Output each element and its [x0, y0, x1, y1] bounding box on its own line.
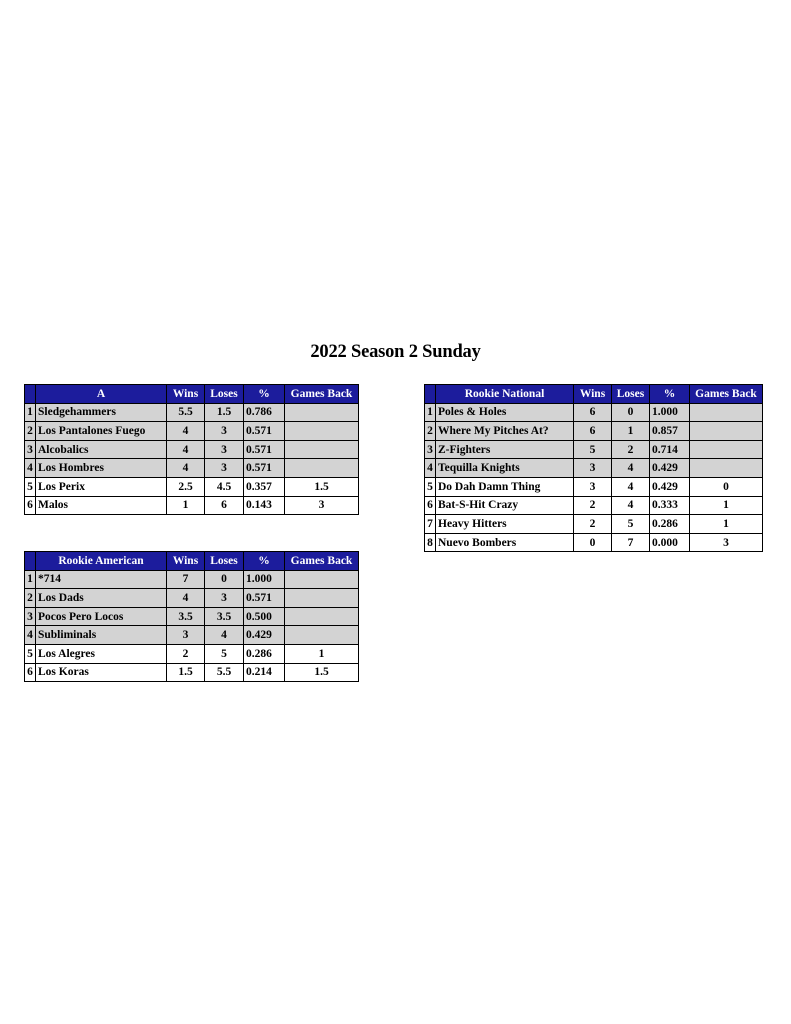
- games-back-cell: [285, 440, 359, 459]
- wins-cell: 3: [574, 459, 612, 478]
- pct-header: %: [650, 385, 690, 404]
- team-name-cell: *714: [36, 570, 167, 589]
- header-corner-cell: [425, 385, 436, 404]
- games-back-header: Games Back: [285, 385, 359, 404]
- rank-cell: 6: [25, 663, 36, 682]
- loses-header: Loses: [205, 385, 244, 404]
- games-back-cell: 3: [285, 496, 359, 515]
- team-name-cell: Pocos Pero Locos: [36, 607, 167, 626]
- wins-cell: 2: [574, 496, 612, 515]
- pct-cell: 0.214: [244, 663, 285, 682]
- table-row: [425, 533, 763, 552]
- rank-cell: 4: [25, 626, 36, 645]
- team-name-cell: Do Dah Damn Thing: [436, 477, 574, 496]
- wins-cell: 3.5: [167, 607, 205, 626]
- loses-cell: 5: [205, 644, 244, 663]
- wins-cell: 6: [574, 422, 612, 441]
- games-back-cell: [285, 570, 359, 589]
- rank-cell: 8: [425, 533, 436, 552]
- table-row: [425, 496, 763, 515]
- header-corner-cell: [25, 552, 36, 571]
- loses-cell: 0: [205, 570, 244, 589]
- pct-cell: 1.000: [244, 570, 285, 589]
- wins-cell: 4: [167, 440, 205, 459]
- games-back-cell: [285, 607, 359, 626]
- rank-cell: 4: [25, 459, 36, 478]
- pct-cell: 0.714: [650, 440, 690, 459]
- pct-cell: 0.143: [244, 496, 285, 515]
- rank-cell: 7: [425, 515, 436, 534]
- loses-header: Loses: [205, 552, 244, 571]
- loses-cell: 4: [612, 459, 650, 478]
- wins-cell: 5.5: [167, 403, 205, 422]
- games-back-cell: [285, 422, 359, 441]
- page-title: 2022 Season 2 Sunday: [310, 342, 481, 362]
- games-back-cell: 1: [690, 496, 763, 515]
- games-back-cell: [690, 422, 763, 441]
- table-row: [25, 626, 359, 645]
- pct-cell: 0.429: [650, 459, 690, 478]
- loses-cell: 7: [612, 533, 650, 552]
- rank-cell: 1: [25, 570, 36, 589]
- header-corner-cell: [25, 385, 36, 404]
- wins-cell: 4: [167, 459, 205, 478]
- loses-cell: 3.5: [205, 607, 244, 626]
- games-back-cell: [690, 459, 763, 478]
- loses-cell: 3: [205, 459, 244, 478]
- table-row: [425, 515, 763, 534]
- team-name-cell: Alcobalics: [36, 440, 167, 459]
- table-row: [425, 477, 763, 496]
- loses-cell: 1.5: [205, 403, 244, 422]
- team-name-cell: Bat-S-Hit Crazy: [436, 496, 574, 515]
- rank-cell: 5: [425, 477, 436, 496]
- rank-cell: 1: [425, 403, 436, 422]
- loses-cell: 3: [205, 440, 244, 459]
- table-row: [25, 496, 359, 515]
- rank-cell: 1: [25, 403, 36, 422]
- standings-table-a: [24, 384, 359, 515]
- wins-cell: 2.5: [167, 477, 205, 496]
- games-back-cell: [690, 403, 763, 422]
- wins-cell: 6: [574, 403, 612, 422]
- table-row: [25, 570, 359, 589]
- wins-cell: 1: [167, 496, 205, 515]
- games-back-cell: 0: [690, 477, 763, 496]
- header-row: [25, 385, 359, 404]
- table-row: [25, 644, 359, 663]
- pct-cell: 0.429: [244, 626, 285, 645]
- standings-table-rookie-national: [424, 384, 763, 552]
- header-row: [25, 552, 359, 571]
- team-name-cell: Sledgehammers: [36, 403, 167, 422]
- pct-header: %: [244, 385, 285, 404]
- rank-cell: 3: [425, 440, 436, 459]
- table-row: [25, 440, 359, 459]
- header-row: [425, 385, 763, 404]
- table-row: [425, 459, 763, 478]
- pct-cell: 0.571: [244, 459, 285, 478]
- pct-cell: 0.357: [244, 477, 285, 496]
- team-name-cell: Los Alegres: [36, 644, 167, 663]
- table-row: [25, 422, 359, 441]
- pct-cell: 0.786: [244, 403, 285, 422]
- rank-cell: 2: [25, 422, 36, 441]
- pct-cell: 0.000: [650, 533, 690, 552]
- wins-cell: 3: [574, 477, 612, 496]
- team-name-cell: Los Koras: [36, 663, 167, 682]
- table-row: [25, 663, 359, 682]
- loses-cell: 0: [612, 403, 650, 422]
- rank-cell: 4: [425, 459, 436, 478]
- loses-cell: 4: [612, 496, 650, 515]
- games-back-cell: [285, 403, 359, 422]
- rank-cell: 2: [25, 589, 36, 608]
- team-name-cell: Malos: [36, 496, 167, 515]
- games-back-cell: 3: [690, 533, 763, 552]
- table-row: [25, 477, 359, 496]
- loses-cell: 3: [205, 422, 244, 441]
- table-row: [25, 403, 359, 422]
- games-back-cell: 1.5: [285, 663, 359, 682]
- table-row: [425, 440, 763, 459]
- rank-cell: 2: [425, 422, 436, 441]
- wins-cell: 5: [574, 440, 612, 459]
- rank-cell: 6: [425, 496, 436, 515]
- loses-cell: 4: [205, 626, 244, 645]
- pct-cell: 0.286: [244, 644, 285, 663]
- games-back-cell: [285, 626, 359, 645]
- wins-cell: 7: [167, 570, 205, 589]
- team-name-cell: Poles & Holes: [436, 403, 574, 422]
- loses-cell: 4.5: [205, 477, 244, 496]
- wins-cell: 4: [167, 589, 205, 608]
- pct-cell: 0.571: [244, 589, 285, 608]
- pct-cell: 0.333: [650, 496, 690, 515]
- wins-cell: 3: [167, 626, 205, 645]
- games-back-cell: 1.5: [285, 477, 359, 496]
- table-row: [425, 403, 763, 422]
- rank-cell: 5: [25, 477, 36, 496]
- wins-cell: 2: [574, 515, 612, 534]
- loses-cell: 5.5: [205, 663, 244, 682]
- loses-cell: 5: [612, 515, 650, 534]
- division-header: Rookie American: [36, 552, 167, 571]
- rank-cell: 3: [25, 440, 36, 459]
- wins-header: Wins: [167, 385, 205, 404]
- team-name-cell: Los Dads: [36, 589, 167, 608]
- team-name-cell: Z-Fighters: [436, 440, 574, 459]
- loses-cell: 1: [612, 422, 650, 441]
- loses-cell: 6: [205, 496, 244, 515]
- table-row: [25, 589, 359, 608]
- wins-cell: 4: [167, 422, 205, 441]
- pct-cell: 0.571: [244, 422, 285, 441]
- wins-header: Wins: [167, 552, 205, 571]
- wins-cell: 2: [167, 644, 205, 663]
- team-name-cell: Heavy Hitters: [436, 515, 574, 534]
- wins-cell: 1.5: [167, 663, 205, 682]
- loses-cell: 4: [612, 477, 650, 496]
- pct-cell: 0.286: [650, 515, 690, 534]
- games-back-cell: 1: [690, 515, 763, 534]
- games-back-header: Games Back: [690, 385, 763, 404]
- rank-cell: 6: [25, 496, 36, 515]
- division-header: A: [36, 385, 167, 404]
- games-back-cell: 1: [285, 644, 359, 663]
- pct-cell: 0.429: [650, 477, 690, 496]
- table-row: [25, 607, 359, 626]
- team-name-cell: Where My Pitches At?: [436, 422, 574, 441]
- pct-header: %: [244, 552, 285, 571]
- team-name-cell: Nuevo Bombers: [436, 533, 574, 552]
- pct-cell: 0.571: [244, 440, 285, 459]
- games-back-cell: [285, 459, 359, 478]
- pct-cell: 0.500: [244, 607, 285, 626]
- pct-cell: 0.857: [650, 422, 690, 441]
- team-name-cell: Los Hombres: [36, 459, 167, 478]
- team-name-cell: Subliminals: [36, 626, 167, 645]
- loses-header: Loses: [612, 385, 650, 404]
- division-header: Rookie National: [436, 385, 574, 404]
- wins-header: Wins: [574, 385, 612, 404]
- team-name-cell: Los Perix: [36, 477, 167, 496]
- team-name-cell: Tequilla Knights: [436, 459, 574, 478]
- games-back-header: Games Back: [285, 552, 359, 571]
- table-row: [425, 422, 763, 441]
- team-name-cell: Los Pantalones Fuego: [36, 422, 167, 441]
- loses-cell: 2: [612, 440, 650, 459]
- standings-table-rookie-american: [24, 551, 359, 682]
- rank-cell: 3: [25, 607, 36, 626]
- rank-cell: 5: [25, 644, 36, 663]
- pct-cell: 1.000: [650, 403, 690, 422]
- table-row: [25, 459, 359, 478]
- loses-cell: 3: [205, 589, 244, 608]
- wins-cell: 0: [574, 533, 612, 552]
- games-back-cell: [285, 589, 359, 608]
- games-back-cell: [690, 440, 763, 459]
